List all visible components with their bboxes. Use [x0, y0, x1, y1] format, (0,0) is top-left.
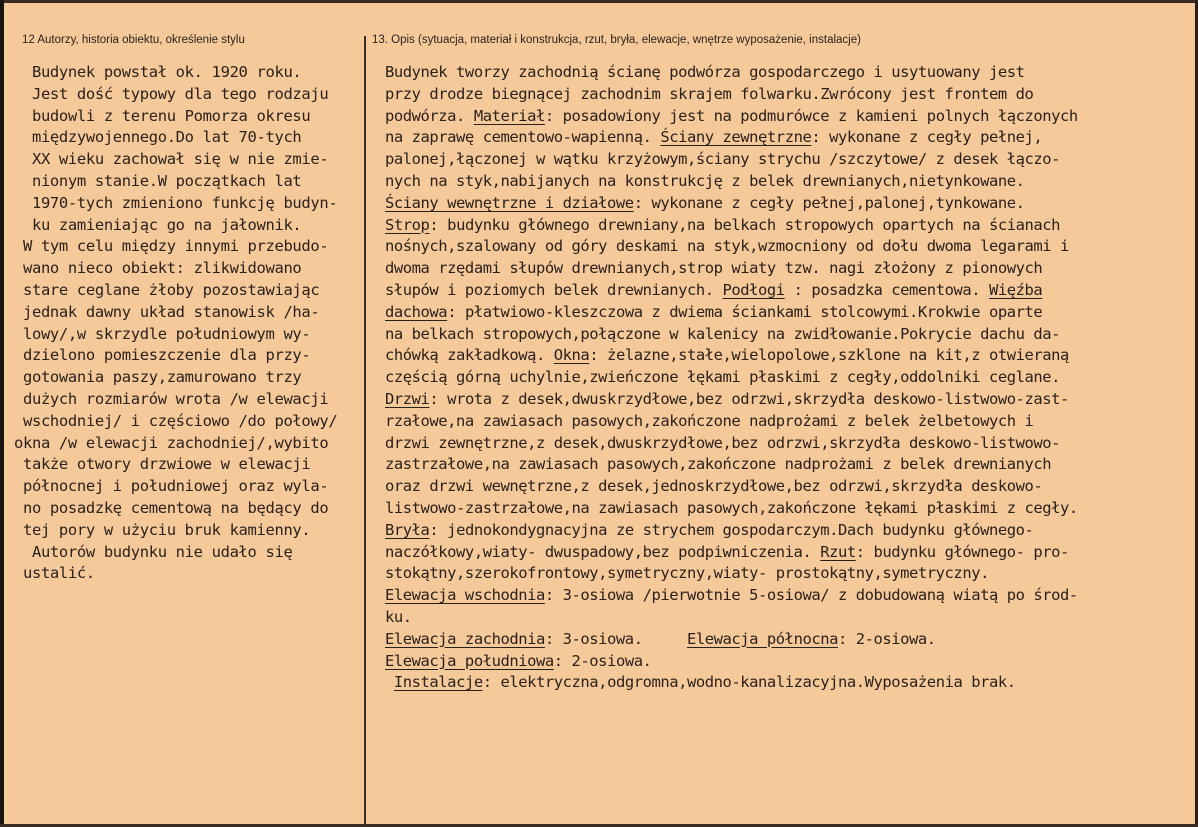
left-text-line: dzielono pomieszczenie dla przy-	[14, 346, 311, 365]
right-text-line	[385, 324, 1078, 346]
left-text-line: ku zamieniając go na jałownik.	[14, 215, 302, 234]
text-segment: : posadowiony jest na podmurówce z kamieni polnych łączonych	[544, 106, 1078, 125]
left-text-line: 1970-tych zmieniono funkcję budyn-	[14, 193, 338, 212]
text-segment: nych na styk,nabijanych na konstrukcję z belek drewnianych,nietynkowane.	[385, 171, 1025, 190]
text-segment: drzwi zewnętrzne,z desek,dwuskrzydłowe,bez odrzwi,skrzydła deskowo-listwowo-	[385, 433, 1061, 452]
left-text-line: także otwory drzwiowe w elewacji	[14, 455, 311, 474]
right-text-line	[385, 345, 1078, 367]
right-text-line	[385, 563, 1078, 585]
section-keyword: Ściany zewnętrzne	[660, 128, 812, 147]
left-text-line: W tym celu między innymi przebudo-	[14, 237, 329, 256]
right-text-line	[385, 258, 1078, 280]
text-segment: : 3-osiowa.	[544, 629, 687, 648]
left-text-line: XX wieku zachował się w nie zmie-	[14, 150, 329, 169]
section-keyword: Elewacja północna	[686, 629, 838, 648]
right-text-line	[385, 585, 1078, 607]
section-keyword: Strop	[385, 215, 430, 234]
section-13-heading: 13. Opis (sytuacja, materiał i konstrukcja, rzut, bryła, elewacje, wnętrze wyposażenie, instalacje)	[372, 34, 861, 46]
text-segment: : budynku głównego drewniany,na belkach stropowych opartych na ścianach	[429, 215, 1061, 234]
right-text-line	[385, 62, 1078, 84]
text-segment: : 2-osiowa.	[837, 629, 936, 648]
section-keyword: Rzut	[820, 542, 856, 561]
section-12-heading: 12 Autorzy, historia obiektu, określenie stylu	[22, 34, 245, 46]
text-segment: na zaprawę cementowo-wapienną.	[385, 128, 661, 147]
right-text-line	[385, 607, 1078, 629]
text-segment: : wykonane z cegły pełnej,palonej,tynkowane.	[633, 193, 1025, 212]
left-text-line: wschodniej/ i częściowo /do połowy/	[14, 411, 338, 430]
text-segment: listwowo-zastrzałowe,na zawiasach pasowych,zakończone łękami płaskimi z cegły.	[385, 498, 1078, 517]
section-keyword: Elewacja południowa	[385, 651, 554, 670]
card-top-edge	[0, 0, 1198, 3]
text-segment: : 3-osiowa /pierwotnie 5-osiowa/ z dobudowaną wiatą po środ-	[544, 586, 1078, 605]
section-keyword: Elewacja wschodnia	[385, 586, 545, 605]
right-text-line	[385, 629, 1078, 651]
left-text-line: tej pory w użyciu bruk kamienny.	[14, 520, 311, 539]
right-text-line	[385, 302, 1078, 324]
section-keyword: Ściany wewnętrzne i działowe	[385, 193, 634, 212]
text-segment: ku.	[385, 607, 412, 626]
right-text-line	[385, 520, 1078, 542]
right-text-line	[385, 411, 1078, 433]
text-segment: stokątny,szerokofrontowy,symetryczny,wiaty- prostokątny,symetryczny.	[385, 564, 989, 583]
text-segment: : budynku głównego- pro-	[855, 542, 1069, 561]
right-text-line	[385, 171, 1078, 193]
left-text-line: nionym stanie.W początkach lat	[14, 171, 302, 190]
right-text-line	[385, 498, 1078, 520]
text-segment: zastrzałowe,na zawiasach pasowych,zakończone nadprożami z belek drewnianych	[385, 455, 1052, 474]
section-keyword: dachowa	[385, 302, 448, 321]
right-text-line	[385, 454, 1078, 476]
text-segment: : żelazne,stałe,wielopolowe,szklone na kit,z otwieraną	[589, 346, 1069, 365]
text-segment: : płatwiowo-kleszczowa z dwiema ściankami stolcowymi.Krokwie oparte	[447, 302, 1043, 321]
right-text-line	[385, 106, 1078, 128]
left-text-line: Autorów budynku nie udało się	[14, 542, 293, 561]
section-keyword: Instalacje	[393, 673, 483, 692]
text-segment: na belkach stropowych,połączone w kalenicy na zwidłowanie.Pokrycie dachu da-	[385, 324, 1061, 343]
right-text-line	[385, 127, 1078, 149]
text-segment: : elektryczna,odgromna,wodno-kanalizacyjna.Wyposażenia brak.	[482, 673, 1016, 692]
right-text-line	[385, 84, 1078, 106]
left-text-line: międzywojennego.Do lat 70-tych	[14, 128, 302, 147]
authors-history-text	[14, 62, 337, 585]
text-segment: podwórza.	[385, 106, 474, 125]
text-segment: : posadzka cementowa.	[784, 280, 989, 299]
text-segment	[385, 673, 394, 691]
text-segment: : wrota z desek,dwuskrzydłowe,bez odrzwi,skrzydła deskowo-listwowo-zast-	[429, 389, 1069, 408]
right-text-line	[385, 389, 1078, 411]
text-segment: : 2-osiowa.	[553, 651, 652, 670]
section-keyword: Podłogi	[722, 280, 785, 299]
text-segment: palonej,łączonej w wątku krzyżowym,ściany strychu /szczytowe/ z desek łączo-	[385, 150, 1061, 169]
left-text-line: no posadzkę cementową na będący do	[14, 498, 329, 517]
left-text-line: dużych rozmiarów wrota /w elewacji	[14, 389, 329, 408]
right-text-line	[385, 193, 1078, 215]
section-keyword: Elewacja zachodnia	[385, 629, 545, 648]
text-segment: : wykonane z cegły pełnej,	[811, 128, 1043, 147]
text-segment: naczółkowy,wiaty- dwuspadowy,bez podpiwniczenia.	[385, 542, 821, 561]
left-text-line: wano nieco obiekt: zlikwidowano	[14, 259, 302, 278]
text-segment: oraz drzwi wewnętrzne,z desek,jednoskrzydłowe,bez odrzwi,skrzydła deskowo-	[385, 477, 1043, 496]
text-segment: Budynek tworzy zachodnią ścianę podwórza gospodarczego i usytuowany jest	[385, 63, 1025, 81]
left-text-line: jednak dawny układ stanowisk /ha-	[14, 302, 320, 321]
text-segment: chówką zakładkową.	[385, 346, 554, 365]
right-text-line	[385, 149, 1078, 171]
text-segment: : jednokondygnacyjna ze strychem gospodarczym.Dach budynku głównego-	[429, 520, 1034, 539]
text-segment: przy drodze biegnącej zachodnim skrajem folwarku.Zwrócony jest frontem do	[385, 84, 1034, 103]
right-text-line	[385, 651, 1078, 673]
right-text-line	[385, 215, 1078, 237]
section-keyword: Bryła	[385, 520, 430, 539]
right-text-line	[385, 236, 1078, 258]
left-text-line: ustalić.	[14, 564, 95, 583]
right-text-line	[385, 367, 1078, 389]
section-keyword: Więźba	[988, 280, 1043, 299]
text-segment: dwoma rzędami słupów drewnianych,strop wiaty tzw. nagi złożony z pionowych	[385, 259, 1043, 278]
left-text-line: lowy/,w skrzydle południowym wy-	[14, 324, 311, 343]
left-text-line: okna /w elewacji zachodniej/,wybito	[14, 433, 329, 452]
section-keyword: Materiał	[473, 106, 545, 125]
text-segment: częścią górną uchylnie,zwieńczone łękami płaskimi z cegły,oddolniki ceglane.	[385, 368, 1061, 387]
text-segment: słupów i poziomych belek drewnianych.	[385, 280, 723, 299]
left-text-line: stare ceglane żłoby pozostawiając	[14, 280, 320, 299]
text-segment: nośnych,szalowany od góry deskami na styk,wzmocniony od dołu dwoma legarami i	[385, 237, 1069, 256]
description-text	[385, 62, 1078, 694]
column-divider	[364, 36, 366, 826]
card-left-edge	[0, 0, 4, 827]
section-keyword: Okna	[553, 346, 590, 365]
right-text-line	[385, 672, 1078, 694]
right-text-line	[385, 476, 1078, 498]
right-text-line	[385, 433, 1078, 455]
left-text-line: Budynek powstał ok. 1920 roku.	[14, 63, 302, 81]
left-text-line: gotowania paszy,zamurowano trzy	[14, 368, 302, 387]
left-text-line: budowli z terenu Pomorza okresu	[14, 106, 311, 125]
right-text-line	[385, 280, 1078, 302]
left-text-line: Jest dość typowy dla tego rodzaju	[14, 84, 329, 103]
section-keyword: Drzwi	[385, 389, 430, 408]
left-text-line: północnej i południowej oraz wyla-	[14, 477, 329, 496]
right-text-line	[385, 542, 1078, 564]
text-segment: rzałowe,na zawiasach pasowych,zakończone nadprożami z belek żelbetowych i	[385, 411, 1034, 430]
